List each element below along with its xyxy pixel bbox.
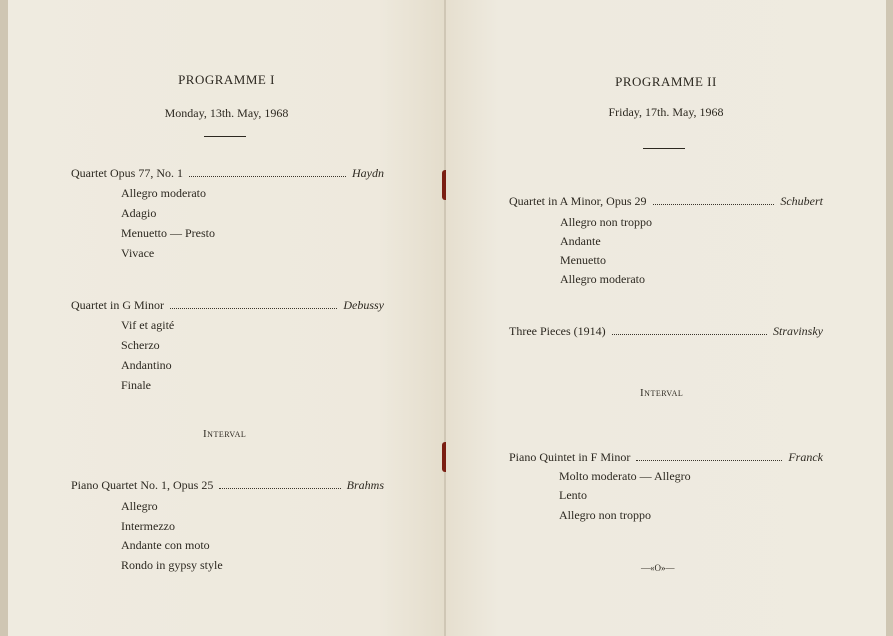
movement: Allegro moderato [560, 272, 645, 286]
work-entry [509, 194, 823, 209]
work-entry [71, 166, 384, 181]
movement: Molto moderato — Allegro [559, 469, 691, 483]
movement: Rondo in gypsy style [121, 558, 223, 572]
movement: Allegro non troppo [560, 215, 652, 229]
dot-leader [219, 487, 340, 489]
movement: Andante [560, 234, 601, 248]
work-title: Piano Quartet No. 1, Opus 25 [71, 478, 214, 492]
dot-leader [636, 459, 782, 461]
programme-date: Friday, 17th. May, 1968 [608, 105, 724, 119]
movement: Vivace [121, 246, 155, 260]
work-entry [71, 298, 384, 313]
movement: Finale [121, 378, 151, 392]
movement: Menuetto [560, 253, 606, 267]
work-entry [509, 324, 823, 339]
movement: Andantino [121, 358, 172, 372]
right-page [446, 0, 886, 636]
interval-label: Interval [640, 387, 684, 399]
movement: Allegro [121, 499, 158, 513]
dot-leader [653, 203, 775, 205]
dot-leader [170, 307, 337, 309]
dot-leader [612, 333, 767, 335]
left-page [8, 0, 445, 636]
work-title: Quartet in A Minor, Opus 29 [509, 194, 647, 208]
composer-name: Franck [788, 450, 823, 464]
composer-name: Debussy [343, 298, 384, 312]
movement: Lento [559, 488, 587, 502]
composer-name: Stravinsky [773, 324, 823, 338]
composer-name: Brahms [346, 478, 384, 492]
composer-name: Schubert [780, 194, 823, 208]
programme-title: PROGRAMME I [178, 72, 275, 87]
work-title: Quartet Opus 77, No. 1 [71, 166, 183, 180]
work-entry [509, 450, 823, 465]
movement: Intermezzo [121, 519, 175, 533]
dot-leader [189, 175, 346, 177]
movement: Adagio [121, 206, 157, 220]
divider-rule [204, 136, 246, 137]
movement: Allegro non troppo [559, 508, 651, 522]
movement: Andante con moto [121, 538, 210, 552]
interval-label: Interval [203, 428, 247, 440]
movement: Allegro moderato [121, 186, 206, 200]
programme-title: PROGRAMME II [615, 74, 717, 89]
movement: Scherzo [121, 338, 160, 352]
work-title: Quartet in G Minor [71, 298, 164, 312]
end-ornament: —«O»— [641, 563, 675, 573]
programme-date: Monday, 13th. May, 1968 [164, 106, 289, 120]
work-entry [71, 478, 384, 493]
work-title: Piano Quintet in F Minor [509, 450, 631, 464]
movement: Menuetto — Presto [121, 226, 215, 240]
work-title: Three Pieces (1914) [509, 324, 606, 338]
movement: Vif et agité [121, 318, 175, 332]
divider-rule [643, 148, 685, 149]
composer-name: Haydn [352, 166, 384, 180]
